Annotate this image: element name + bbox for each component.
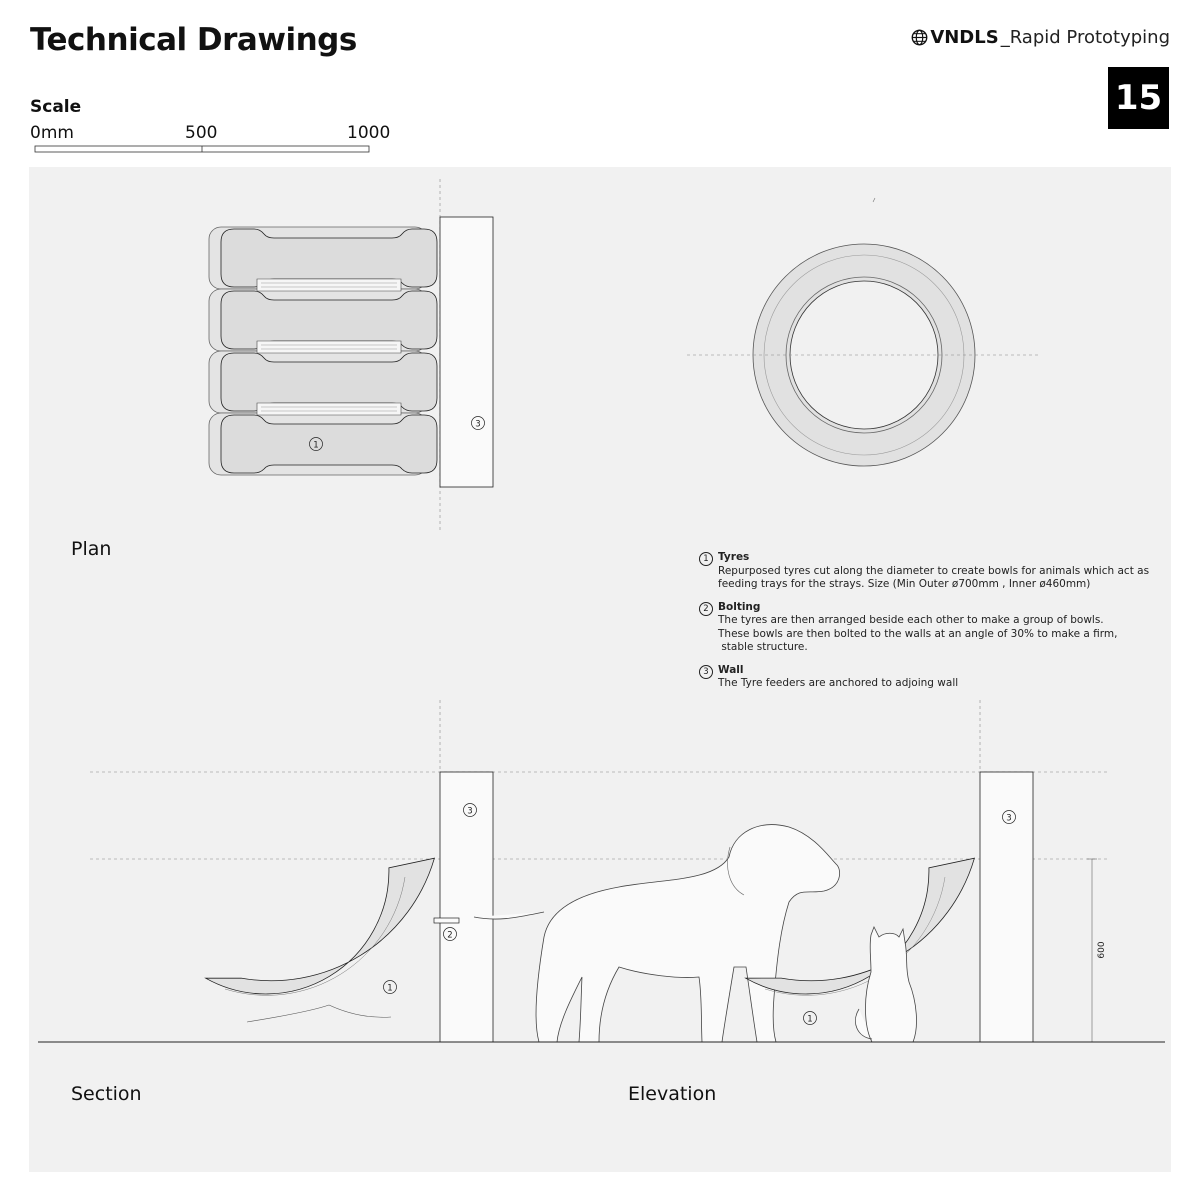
brand [911,27,1170,48]
legend-text: The Tyre feeders are anchored to adjoing wall [718,677,959,689]
legend-text: These bowls are then bolted to the walls at an angle of 30% to make a firm, [718,627,1118,640]
page-title: Technical Drawings [30,22,357,58]
legend [699,551,1169,700]
legend-title: Wall [718,663,744,676]
legend-item-wall [699,664,1169,691]
scale-tick-500: 500 [185,123,218,143]
plan-tyre-4 [209,403,437,475]
elevation-callout-3: 3 [1006,813,1012,824]
legend-item-tyres [699,551,1169,592]
scale-title: Scale [30,97,82,117]
plan-tyre-3 [209,341,437,413]
legend-number: 2 [699,602,713,616]
legend-text: The tyres are then arranged beside each other to make a group of bowls. [718,614,1104,626]
section-label: Section [71,1083,142,1105]
plan-wall [440,217,493,487]
dimension-label: 600 [1097,941,1107,959]
legend-number: 1 [699,552,713,566]
section-callout-1: 1 [387,983,393,994]
scale-tick-0: 0mm [30,123,74,143]
globe-icon [911,29,928,46]
elevation-callout-1: 1 [807,1014,813,1025]
tyre-top-view [687,198,1041,466]
brand-name: VNDLS [930,27,999,48]
legend-text: stable structure. [718,641,808,653]
legend-number: 3 [699,665,713,679]
plan-tyre-2 [209,279,437,351]
scale-bar [30,144,375,156]
elevation-label: Elevation [628,1083,717,1105]
section-tyre [206,858,435,1022]
brand-subtitle: _Rapid Prototyping [1000,27,1170,48]
section-callout-3: 3 [467,806,473,817]
dog-illustration [474,825,840,1042]
page-number-badge: 15 [1108,67,1169,129]
plan-view [209,179,493,532]
plan-label: Plan [71,538,112,560]
legend-text: feeding trays for the strays. Size (Min Outer ø700mm , Inner ø460mm) [718,578,1091,590]
legend-title: Bolting [718,600,761,613]
elevation-wall [980,772,1033,1042]
legend-item-bolting [699,601,1169,655]
legend-title: Tyres [718,551,750,563]
plan-callout-3: 3 [475,419,481,430]
section-callout-2: 2 [447,930,453,941]
plan-callout-1: 1 [313,440,319,451]
scale-tick-1000: 1000 [347,123,391,143]
bolt [434,918,459,923]
section-elevation-view [38,700,1165,1042]
legend-text: Repurposed tyres cut along the diameter to create bowls for animals which act as [718,564,1150,577]
